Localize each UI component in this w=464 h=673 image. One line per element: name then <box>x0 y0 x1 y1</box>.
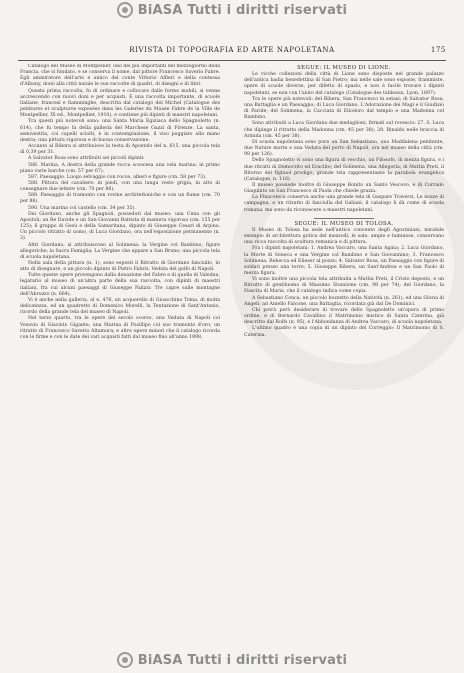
paragraph: Questa prima raccolta, fu di ordinare e collocare dalle forme mobili, si venne accrescendo con nuovi doni e per acquisti. E una raccolta importante, di scuole italiane, francesi e fiamminghe, descritta dal catalogo del Michel (Catalogue des peintures et sculptures exposées dans les Galeries du Musée Fabre de la Ville de Montpellier, IX ed., Montpellier, 1910), e contiene più dipinti di maestri napoletani. <box>20 88 220 119</box>
section-heading: SEGUE: IL MUSEO DI TOLOSA. <box>294 220 394 227</box>
paragraph: Tra le opere più notevoli: del Ribera, San Francesco in estasi; di Salvator Rosa, una Battaglia e un Paesaggio; di Luca Giordano, L'Adorazione dei Magi e il Giudizio di Paride; del Solimena, la Cacciata di Eliodoro dal tempio e una Madonna col Bambino. <box>244 96 444 121</box>
watermark-bottom <box>0 650 464 670</box>
paragraph: Il museo possiede inoltre di Giuseppe Bonito un Santo Vescovo, e di Corrado Giaquinto un San Francesco di Paola che chiede grazia. <box>244 182 444 195</box>
paragraph: A Sebastiano Conca, un piccolo bozzetto della Natività (n. 261), ed una Gloria di Angeli; ad Aniello Falcone, una Battaglia, ricordata già dal De Dominici. <box>244 295 444 307</box>
running-header <box>18 46 446 60</box>
paragraph: Nel terzo quarto, tra le opere del secolo scorso, una Veduta di Napoli col Vesuvio di Giacinto Gigante; una Marina di Posillipo col suo tramonto d'oro; un ritratto di Francesco Saverio Altamura; e altre opere minori che il catalogo ricorda con le firme e con le date dei vari acquisti fatti dal museo fino all'anno 1898. <box>20 316 220 340</box>
paragraph: Vi è anche nella galleria, al n. 476, un acquerello di Gioacchino Toma, di molta delicatezza, ed un quadretto di Domenico Morelli, la Tentazione di Sant'Antonio, ricordo della grande tela del museo di Napoli. <box>20 297 220 316</box>
journal-title: RIVISTA DI TOPOGRAFIA ED ARTE NAPOLETANA <box>129 46 335 54</box>
paragraph: Accanto al Ribera si attribuisce la testa di Apostolo del n. 615, una piccola tela di 0,39 per 31. <box>20 144 220 156</box>
paragraph: Fra i dipinti napoletani: 1. Andrea Vaccaro, una Santa Agata; 2. Luca Giordano, la Morte di Seneca e una Vergine col Bambino e San Giovannino; 3. Francesco Solimena, Rebecca ed Eliezer al pozzo; 4. Salvator Rosa, un Paesaggio con figure di soldati presso una torre; 5. Giuseppe Ribera, un Sant'Andrea e un San Paolo di mezza figura. <box>244 246 444 276</box>
paragraph: L'ultimo quadro è una copia di un dipinto del Correggio: Il Matrimonio di S. Caterina. <box>244 326 444 338</box>
header-rule <box>18 60 446 61</box>
paragraph: Dello Spagnoletto vi sono una figura di vecchio, un Filosofo, di mezza figura, e i due ritratti di Democrito ed Eraclito; del Solimena, una Allegoria; di Mattia Preti, il Ritorno del figliuol prodigo, grande tela rappresentante la parabola evangelica (Catalogue, n. 116). <box>244 158 444 182</box>
paragraph: 586. Marina. A destra della grande rocca scoscesa una vela marina; in primo piano varie barche (cm. 57 per 67). <box>20 162 220 174</box>
paragraph: Catalogo del Museo di Montpellier, uno dei più importanti del mezzogiorno della Francia, che si fondato, e se conserva il nome, dal pittore Francesco Saverio Fabre. Egli ammiratore dell'arte e amico del conte Vittorio Alfieri e della contessa d'Albany, donò alla città natale le sue raccolte di quadri, di disegni e di libri. <box>20 64 220 88</box>
watermark-top <box>0 0 464 20</box>
biasa-logo-icon <box>117 2 133 18</box>
paragraph: Sono attribuiti a Luca Giordano due medaglioni, firmati sul rovescio: 27. S. Luca che dipinge il ritratto della Madonna (cm. 45 per 38); 28. Rinaldo nelle braccia di Armida (cm. 45 per 38). <box>244 121 444 139</box>
page-number: 175 <box>430 46 446 54</box>
paragraph: 587. Paesaggio. Luogo selvaggio con rocce, alberi e figure (cm. 58 per 73). <box>28 174 207 180</box>
paragraph: Di scuola napoletana sono pure un San Sebastiano, una Maddalena penitente, due Nature morte e una Veduta del porto di Napoli, ora nel museo della città (cm. 98 per 126). <box>244 139 444 158</box>
paragraph: Vi sono inoltre una piccola tela attribuita a Mattia Preti, il Cristo deposto, e un Ritratto di gentiluomo di Massimo Stanzione (cm. 98 per 74); del Giordano, la Nascita di Maria, che il catalogo indica come copia. <box>244 277 444 295</box>
paragraph: Chi potrà però desiderare di trovare dello Spagnoletto un'opera di primo ordine, e di Bernardo Cavallino il Matrimonio mistico di Santa Caterina, già descritto dal Rolfs (n. 95), e l'Abbondanza di Andrea Vaccaro, di scuola napoletana. <box>244 307 444 326</box>
paragraph: Tutte queste opere provengono dalla donazione del Fabre e di quella di Valedau, legatario al museo di un'altra parte della sua raccolta, con dipinti di maestri italiani, fra cui alcuni paesaggi di Giuseppe Palizzi: Tre capre sulle montagne dell'Abruzzo (n. 664). <box>20 273 220 297</box>
paragraph: 588. Pittura del cavaliere: in piedi, con una lunga veste grigia, in atto di consegnare due lettere (cm. 70 per 86). <box>20 180 220 193</box>
watermark-bottom-text: BiASA Tutti i diritti riservati <box>137 652 348 668</box>
biasa-logo-icon <box>117 652 133 668</box>
paragraph: A Salvator Rosa sono attribuiti sei piccoli dipinti: <box>28 156 145 162</box>
paragraph: Le ricche collezioni della città di Lione sono disposte nel grande palazzo dell'antica badia benedettina di San Pietro; ma nelle sale sono esposte, frammiste, opere di scuole diverse, per difetto di spazio, e non è facile trovare i dipinti napoletani, se non con l'aiuto del catalogo (Catalogue des tableaux, Lyon, 1897). <box>244 72 444 96</box>
paragraph: Dei Giordano, anche gli Spagnoli, posseduti dal museo: una Cena con gli Apostoli; un Re Davide e un San Giovanni Battista di maniera vigorosa (cm. 155 per 125); il gruppo di Gesù e della Samaritana, dipinto di Giuseppe Cesari di Arpino. Un piccolo ritratto di uomo, di Luca Giordano, ora nell'esposizione permanente (n. 3). <box>20 211 220 242</box>
paragraph: La Pinacoteca conserva anche una grande tela di Gaspare Traversi, Le nozze di campagna, e un ritratto di fanciulla del Galiani; il catalogo li dà come di scuola romana, ma sono da riconoscere a maestri napoletani. <box>244 195 444 213</box>
paragraph: 589. Paesaggio di tramonto con rovine architettoniche e con un fiume (cm. 70 per 86). <box>20 193 220 205</box>
watermark-top-text: BiASA Tutti i diritti riservati <box>137 2 348 18</box>
section-heading: SEGUE: IL MUSEO DI LIONE. <box>297 65 391 71</box>
section-divider <box>314 218 374 219</box>
paragraph: 590. Una marina col castello (cm. 34 per 35). <box>28 205 136 211</box>
right-column <box>244 64 444 644</box>
paragraph: Altri Giordano, si attribuiscono al Solimena: la Vergine col Bambino, figure allegoriche; la Sacra Famiglia; La Vergine che appare a San Bruno; una piccola tela di scuola napoletana. <box>20 242 220 260</box>
paragraph: Nella sala della pittura (n. 1), sono esposti il Ritratto di Giordano fanciullo, in atto di disegnare, e un piccolo dipinto di Pietro Fabris, Veduta del golfo di Napoli. <box>20 261 220 273</box>
paragraph: Il Museo di Tolosa ha sede nell'antico convento degli Agostiniani, mirabile esempio di architettura gotica del mezzodì; le sale, ampie e luminose, conservano una ricca raccolta di scultura romanica e di pittura. <box>244 227 444 246</box>
paragraph: Tra questi più notevoli sono: una Santa Maria Egiziaca dello Spagnoletto (n. 614), che fu tempo fa della galleria del Marchese Gazzi di Firenze. La santa, semivestita, coi capelli sciolti, è in contemplazione, il viso poggiato alla mano destra; una pittura vigorosa e di buona conservazione. <box>20 119 220 143</box>
left-column <box>20 64 220 644</box>
